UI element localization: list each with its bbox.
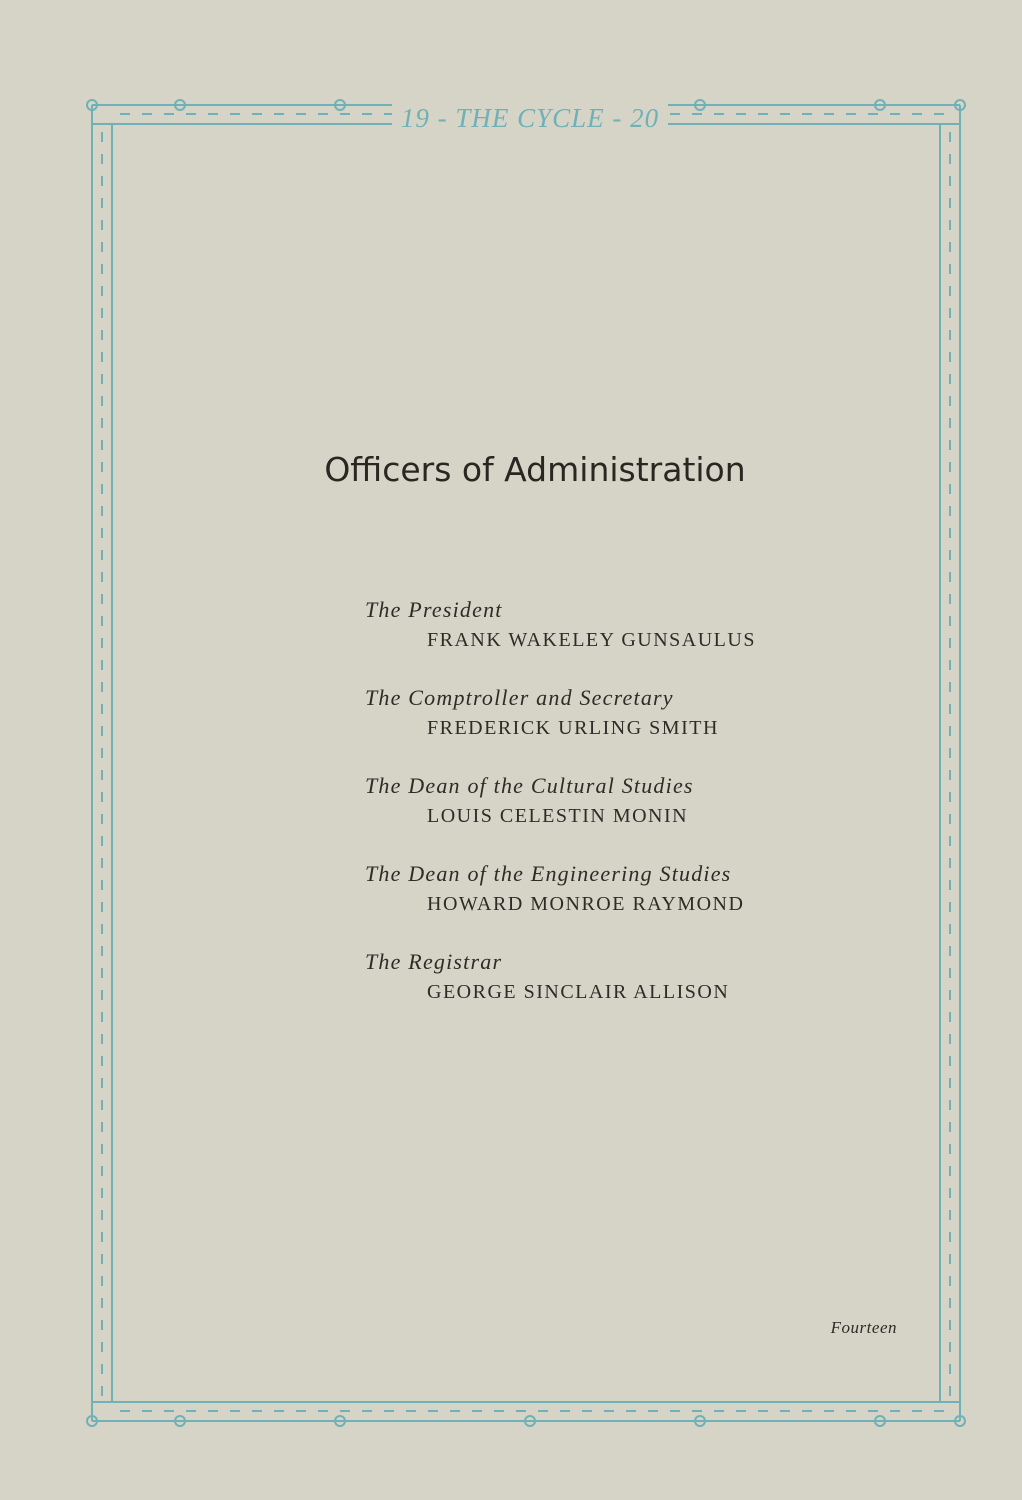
officer-name: HOWARD MONROE RAYMOND bbox=[427, 893, 745, 915]
officer-role: The Dean of the Engineering Studies bbox=[365, 861, 732, 886]
officer-role: The Dean of the Cultural Studies bbox=[365, 773, 694, 798]
officer-role: The Comptroller and Secretary bbox=[365, 685, 674, 710]
page-number: Fourteen bbox=[830, 1318, 897, 1337]
page-title: Officers of Administration bbox=[324, 450, 746, 489]
officer-role: The Registrar bbox=[365, 949, 503, 974]
officer-name: FREDERICK URLING SMITH bbox=[427, 717, 719, 739]
officer-name: GEORGE SINCLAIR ALLISON bbox=[427, 981, 730, 1003]
officer-registrar bbox=[365, 947, 756, 1035]
officer-name: FRANK WAKELEY GUNSAULUS bbox=[427, 629, 756, 651]
running-header: 19 - THE CYCLE - 20 bbox=[392, 98, 668, 138]
officer-name: LOUIS CELESTIN MONIN bbox=[427, 805, 689, 827]
officers-list bbox=[365, 595, 756, 1035]
officer-role: The President bbox=[365, 597, 503, 622]
officer-comptroller bbox=[365, 683, 756, 771]
officer-dean-cultural bbox=[365, 771, 756, 859]
officer-dean-engineering bbox=[365, 859, 756, 947]
officer-president bbox=[365, 595, 756, 683]
